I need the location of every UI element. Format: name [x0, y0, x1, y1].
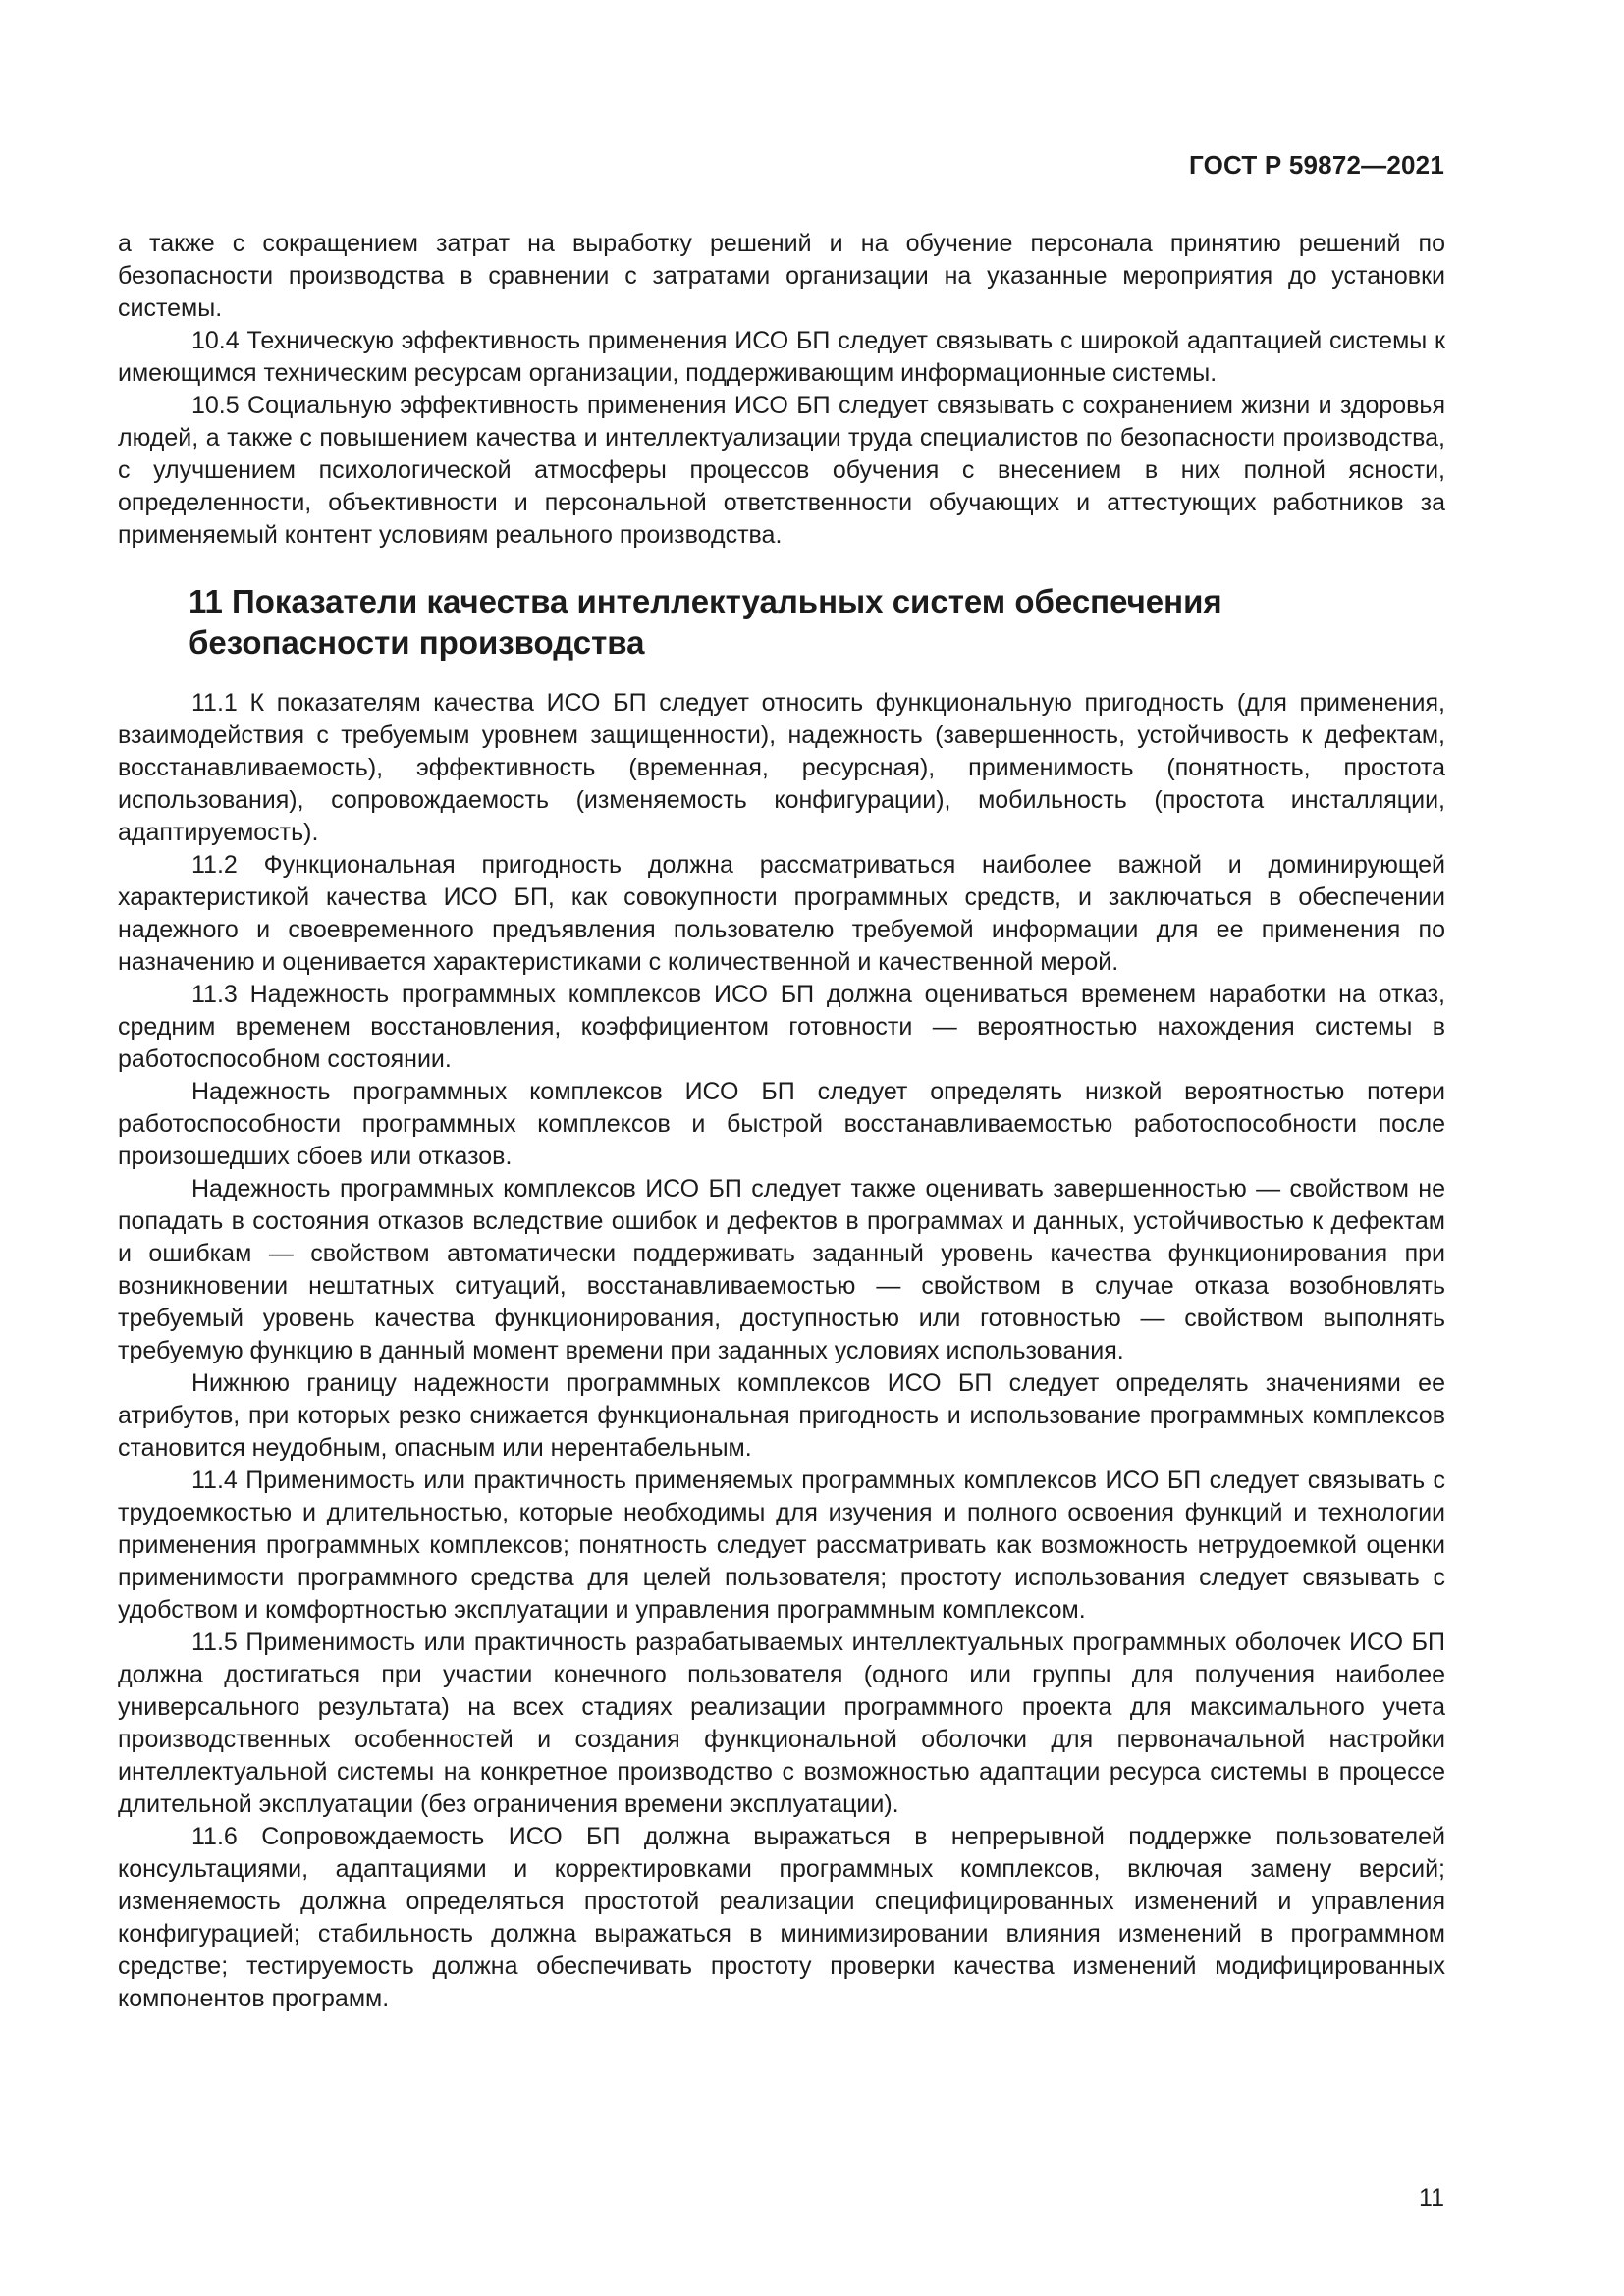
paragraph-11-3: 11.3 Надежность программных комплексов ИСО БП должна оцениваться временем наработки на отказ, средним временем восстановления, коэффициентом готовности — вероятностью нахождения системы в работоспособном состоянии.	[118, 981, 1445, 1073]
paragraph-reliability-2: Надежность программных комплексов ИСО БП следует также оценивать завершенностью — свойством не попадать в состояния отказов вследствие ошибок и дефектов в программах и данных, устойчивостью к дефектам и ошибкам — свойством автоматически поддерживать заданный уровень качества функционирования при возникновении нештатных ситуаций, восстанавливаемостью — свойством в случае отказа возобновлять требуемый уровень качества функционирования, доступностью или готовностью — свойством выполнять требуемую функцию в данный момент времени при заданных условиях использования.	[118, 1175, 1445, 1364]
paragraph-11-2: 11.2 Функциональная пригодность должна рассматриваться наиболее важной и доминирующей характеристикой качества ИСО БП, как совокупности программных средств, и заключаться в обеспечении надежного и своевременного предъявления пользователю требуемой информации для ее применения по назначению и оценивается характеристиками с количественной и качественной мерой.	[118, 851, 1445, 976]
document-code: ГОСТ Р 59872—2021	[1189, 150, 1444, 180]
paragraph-11-1: 11.1 К показателям качества ИСО БП следует относить функциональную пригодность (для применения, взаимодействия с требуемым уровнем защищенности), надежность (завершенность, устойчивость к дефектам, восстанавливаемость), эффективность (временная, ресурсная), применимость (понятность, простота использования), сопровождаемость (изменяемость конфигурации), мобильность (простота инсталляции, адаптируемость).	[118, 689, 1445, 846]
page-number: 11	[1419, 2184, 1444, 2212]
paragraph-11-6: 11.6 Сопровождаемость ИСО БП должна выражаться в непрерывной поддержке пользователей консультациями, адаптациями и корректировками программных комплексов, включая замену версий; изменяемость должна определяться простотой реализации специфицированных изменений и управления конфигурацией; стабильность должна выражаться в минимизировании влияния изменений в программном средстве; тестируемость должна обеспечивать простоту проверки качества изменений модифицированных компонентов программ.	[118, 1823, 1445, 2012]
page-content	[118, 228, 1445, 2015]
paragraph-continuation: а также с сокращением затрат на выработку решений и на обучение персонала принятию решений по безопасности производства в сравнении с затратами организации на указанные мероприятия до установки системы.	[118, 230, 1445, 322]
paragraph-11-4: 11.4 Применимость или практичность применяемых программных комплексов ИСО БП следует связывать с трудоемкостью и длительностью, которые необходимы для изучения и полного освоения функций и технологии применения программных комплексов; понятность следует рассматривать как возможность нетрудоемкой оценки применимости программного средства для целей пользователя; простоту использования следует связывать с удобством и комфортностью эксплуатации и управления программным комплексом.	[118, 1467, 1445, 1624]
paragraph-11-5: 11.5 Применимость или практичность разрабатываемых интеллектуальных программных оболочек ИСО БП должна достигаться при участии конечного пользователя (одного или группы для получения наиболее универсального результата) на всех стадиях реализации программного проекта для максимального учета производственных особенностей и создания функциональной оболочки для первоначальной настройки интеллектуальной системы на конкретное производство с возможностью адаптации ресурса системы в процессе длительной эксплуатации (без ограничения времени эксплуатации).	[118, 1629, 1445, 1818]
paragraph-reliability-3: Нижнюю границу надежности программных комплексов ИСО БП следует определять значениями ее атрибутов, при которых резко снижается функциональная пригодность и использование программных комплексов становится неудобным, опасным или нерентабельным.	[118, 1369, 1445, 1462]
paragraph-reliability-1: Надежность программных комплексов ИСО БП следует определять низкой вероятностью потери работоспособности программных комплексов и быстрой восстанавливаемостью работоспособности после произошедших сбоев или отказов.	[118, 1078, 1445, 1170]
paragraph-10-5: 10.5 Социальную эффективность применения ИСО БП следует связывать с сохранением жизни и здоровья людей, а также с повышением качества и интеллектуализации труда специалистов по безопасности производства, с улучшением психологической атмосферы процессов обучения с внесением в них полной ясности, определенности, объективности и персональной ответственности обучающих и аттестующих работников за применяемый контент условиям реального производства.	[118, 392, 1445, 549]
paragraph-10-4: 10.4 Техническую эффективность применения ИСО БП следует связывать с широкой адаптацией системы к имеющимся техническим ресурсам организации, поддерживающим информационные системы.	[118, 327, 1445, 387]
section-title: 11 Показатели качества интеллектуальных систем обеспечения безопасности производства	[189, 583, 1222, 661]
